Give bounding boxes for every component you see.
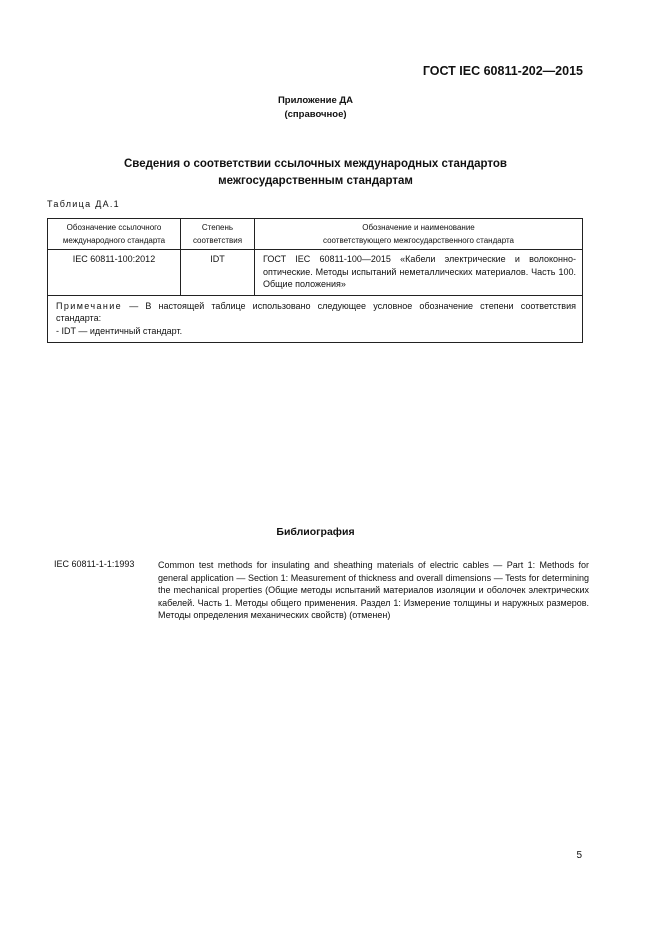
table-row — [48, 250, 583, 296]
annex-subtitle: (справочное) — [284, 109, 347, 120]
column-header-degree-line-2: соответствия — [192, 236, 243, 245]
note-text: — В настоящей таблице использовано следующее условное обозначение степени соответствия стандарта: — [56, 300, 576, 323]
note-label: Примечание — [56, 300, 123, 311]
column-header-ref-line-2: международного стандарта — [62, 236, 166, 245]
column-header-description-line-2: соответствующего межгосударственного стандарта — [322, 236, 515, 245]
column-header-degree-line-1: Степень — [201, 223, 234, 232]
table-label: Таблица ДА.1 — [47, 199, 120, 209]
bibliography-title: Библиография — [276, 526, 355, 538]
column-header-ref-line-1: Обозначение ссылочного — [66, 223, 162, 232]
cell-ref: IEC 60811-100:2012 — [48, 250, 181, 296]
cell-degree: IDT — [181, 250, 255, 296]
document-code: ГОСТ IEC 60811-202—2015 — [422, 64, 583, 78]
column-header-degree — [181, 219, 255, 250]
table-header-row — [48, 219, 583, 250]
table-heading-line-1: Сведения о соответствии ссылочных международных стандартов — [123, 158, 507, 170]
table-heading — [0, 156, 631, 190]
table-note — [48, 295, 583, 343]
bibliography-ref: IEC 60811-1-1:1993 — [54, 559, 135, 569]
page-number: 5 — [576, 850, 582, 861]
column-header-description — [255, 219, 583, 250]
annex-title — [0, 94, 631, 122]
cell-description: ГОСТ IEC 60811-100—2015 «Кабели электрические и волоконно-оптические. Методы испытаний неметаллических материалов. Часть 100. Общие положения» — [255, 250, 583, 296]
bibliography-text: Common test methods for insulating and sheathing materials of electric cables — Part 1: Methods for general application — Section 1: Measurement of thickness and overall dimensions — Tests for determining the mechanical properties (Общие методы испытаний материалов изоляции и оболочек электрических кабелей. Часть 1. Методы общего применения. Раздел 1: Измерение толщины и наружных размеров. Методы определения механических свойств) (отменен) — [158, 560, 589, 621]
column-header-description-line-1: Обозначение и наименование — [362, 223, 475, 232]
column-header-ref — [48, 219, 181, 250]
table-heading-line-2: межгосударственным стандартам — [218, 175, 413, 187]
annex-title-line: Приложение ДА — [277, 95, 354, 106]
note-item: - IDT — идентичный стандарт. — [56, 325, 183, 336]
table-note-row — [48, 295, 583, 343]
correspondence-table — [47, 218, 583, 343]
